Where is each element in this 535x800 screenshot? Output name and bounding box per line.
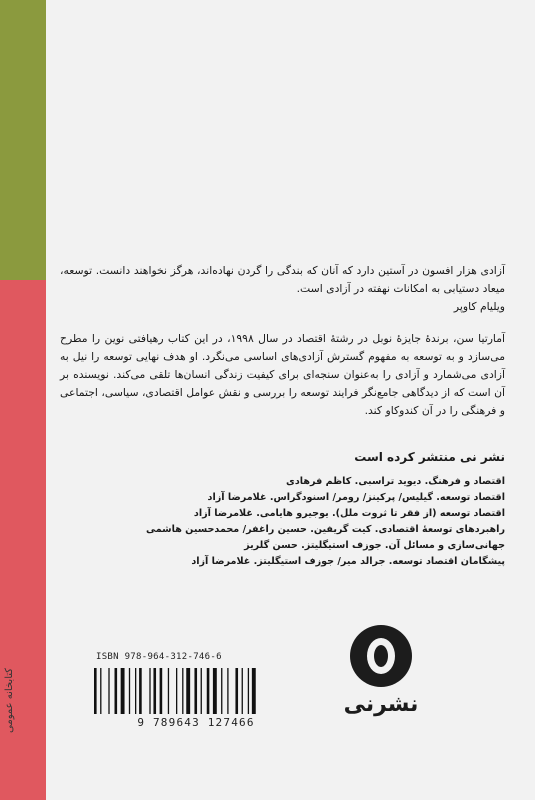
- list-item: اقتصاد و فرهنگ. دیوید تراسبی. کاظم فرهادی: [286, 476, 505, 487]
- list-item: جهانی‌سازی و مسائل آن. جوزف استیگلیتز. حسن گلریز: [244, 540, 505, 551]
- quote-text: آزادی هزار افسون در آستین دارد که آنان که بندگی را گردن نهاده‌اند، هرگز نخواهند دانست. توسعه، میعاد دستیابی به امکانات نهفته در آزادی است.: [60, 264, 505, 295]
- cover-text: [60, 262, 505, 570]
- barcode-number: 9 789643 127466: [137, 716, 255, 729]
- book-description: آمارتیا سن، برندهٔ جایزهٔ نوبل در رشتهٔ اقتصاد در سال ۱۹۹۸، در این کتاب رهیافتی نوین را مطرح می‌سازد و به توسعه به مفهوم گسترش آزادی‌های اساسی می‌نگرد. او هدف نهایی توسعه را نیل به آزادی می‌شمارد و آزادی را به‌عنوان سنجه‌ای برای کیفیت زندگی انسان‌ها تلقی می‌کند. نویسنده بر آن است که از دیدگاهی جامع‌نگر فرایند توسعه را بررسی و نقش عوامل اقتصادی، سیاسی، اجتماعی و فرهنگی را در آن کندوکاو کند.: [60, 332, 505, 417]
- isbn-label: ISBN 978-964-312-746-6: [96, 652, 222, 662]
- list-item: اقتصاد توسعه. گیلیس/ پرکینز/ رومر/ اسنودگراس. غلامرضا آزاد: [207, 492, 505, 503]
- barcode: [92, 668, 300, 714]
- spine-handwriting: کتابخانه عمومی: [4, 667, 15, 733]
- publisher-logo-text: نشرنی: [343, 692, 419, 717]
- spine-stripe-green: [0, 0, 46, 280]
- published-list-title: نشر نی منتشر کرده است: [354, 450, 505, 464]
- list-item: راهبردهای توسعهٔ اقتصادی. کیت گریفین. حسین راغفر/ محمدحسین هاشمی: [146, 524, 505, 535]
- list-item: اقتصاد توسعه (از فقر تا ثروت ملل). یوجیرو هایامی. غلامرضا آزاد: [193, 508, 505, 519]
- quote-author: ویلیام کاوپر: [453, 300, 505, 313]
- list-item: پیشگامان اقتصاد توسعه. جرالد میر/ جوزف استیگلیتز. غلامرضا آزاد: [191, 556, 505, 567]
- publisher-logo-icon: [350, 625, 412, 687]
- published-list: [60, 474, 505, 570]
